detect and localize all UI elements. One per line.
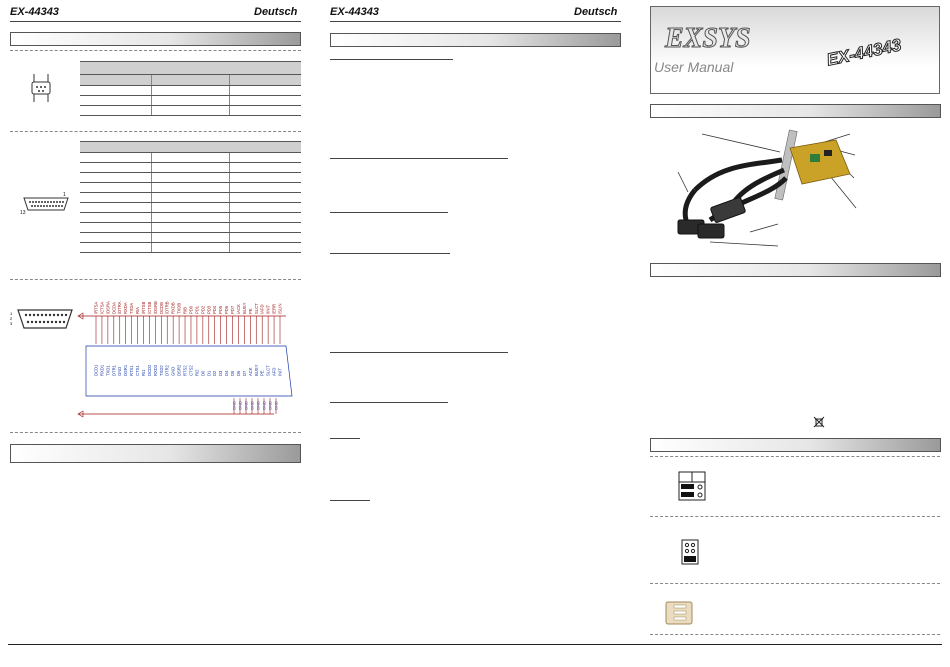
pin-signal-label: RIA <box>135 307 141 314</box>
crossed-bin-icon <box>813 416 825 428</box>
exsys-logo <box>663 13 783 57</box>
footer-rule <box>8 644 942 645</box>
pin-assignment-diagram <box>74 286 302 426</box>
header-language-middle: Deutsch <box>574 6 618 18</box>
pin-signal-label: PE <box>247 308 253 314</box>
pin-signal-label: PD2 <box>200 305 206 314</box>
pin-row-label: D3 <box>218 370 224 376</box>
pin-signal-label: /RTSB <box>140 301 146 314</box>
pin-signal-label: SLCT <box>253 303 259 314</box>
pin-signal-label: PD1 <box>194 305 200 314</box>
subheading-rule <box>330 352 508 353</box>
pin-signal-label: /DSRB <box>152 301 158 314</box>
ground-label: GND <box>243 401 249 410</box>
cover-model: EX-44343 <box>825 35 903 70</box>
db25-connector-large-icon <box>8 306 74 332</box>
pin-table-2 <box>80 141 301 253</box>
pin-side-mark: 2 <box>10 316 13 321</box>
pin-row-label: RTS2 <box>182 365 188 376</box>
pin-row-label: D1 <box>206 370 212 376</box>
pin-side-mark: 1 <box>10 311 13 316</box>
logo-brand-text: EXSYS <box>665 23 751 54</box>
pin-row-label: DSR1 <box>123 364 129 376</box>
ground-label: GND <box>255 401 261 410</box>
section-bar-description <box>650 263 941 277</box>
pin-row-label: RTS1 <box>129 365 135 376</box>
header-model-left: EX-44343 <box>10 6 59 18</box>
pin-row-label: PE <box>259 370 265 376</box>
pin-signal-label: DCDA <box>111 302 117 314</box>
divider <box>10 432 301 433</box>
ground-label: GND <box>231 401 237 410</box>
serial-connector-icon <box>26 70 56 106</box>
pin-row-label: GND <box>170 366 176 376</box>
pin-row-label: GND <box>117 366 123 376</box>
subheading-rule <box>330 402 448 403</box>
pin-row-label: D6 <box>235 370 241 376</box>
pin-side-mark: 3 <box>10 321 13 326</box>
pin-signal-label: TXDB <box>176 302 182 314</box>
pin-signal-label: PD7 <box>230 305 236 314</box>
pin-signal-label: PD3 <box>206 305 212 314</box>
pin-row-label: CTS1 <box>135 365 141 376</box>
pin-signal-label: /DSRA <box>105 301 111 314</box>
divider <box>10 279 301 280</box>
pin-signal-label: /RTSA <box>93 301 99 314</box>
subheading-rule <box>330 59 453 60</box>
subheading-rule <box>330 500 370 501</box>
pin-row-label: DTR2 <box>164 365 170 376</box>
pin-signal-label: /SLIN <box>277 303 283 314</box>
pin-signal-label: /CTSB <box>146 301 152 314</box>
jumper-setting-2-icon <box>680 538 700 566</box>
pin-row-label: RI2 <box>194 369 200 376</box>
header-model-middle: EX-44343 <box>330 6 379 18</box>
pin-signal-label: PD0 <box>188 305 194 314</box>
pin-row-label: RXD1 <box>99 364 105 376</box>
cover-box <box>650 6 940 94</box>
pin-signal-label: DCDB <box>158 302 164 314</box>
section-bar-jumpers <box>650 438 941 452</box>
pin-row-label: D5 <box>230 370 236 376</box>
pin-table-1 <box>80 61 301 116</box>
section-bar-install <box>330 33 621 47</box>
header-rule-middle <box>330 21 621 22</box>
ground-label: GND <box>261 401 267 410</box>
pin-signal-label: /ACK <box>235 304 241 314</box>
subheading-rule <box>330 158 508 159</box>
ground-label: GND <box>273 401 279 410</box>
ground-label: GND <box>249 401 255 410</box>
subheading-rule <box>330 438 360 439</box>
pin-row-label: D4 <box>224 370 230 376</box>
pin-row-label: DCD2 <box>146 364 152 376</box>
section-bar-lower <box>10 444 301 463</box>
pin-signal-label: PD5 <box>218 305 224 314</box>
header-language-left: Deutsch <box>254 6 298 18</box>
pin-row-label: DTR1 <box>111 365 117 376</box>
pin-signal-label: PD6 <box>224 305 230 314</box>
section-bar-overview <box>650 104 941 118</box>
subheading-rule <box>330 253 450 254</box>
power-connector-icon <box>664 600 694 626</box>
pin-signal-label: PD4 <box>212 305 218 314</box>
pin-row-label: INIT <box>277 368 283 376</box>
subheading-rule <box>330 212 448 213</box>
pin-row-label: BUSY <box>253 364 259 376</box>
pin-number-label: 13 <box>20 210 26 216</box>
divider <box>650 634 940 635</box>
card-photo <box>650 120 940 260</box>
pin-signal-label: /DTRB <box>164 301 170 314</box>
pin-number-label: 1 <box>63 192 66 198</box>
pin-row-label: D0 <box>200 370 206 376</box>
ground-label: GND <box>267 401 273 410</box>
pin-signal-label: /INIT <box>265 304 271 314</box>
header-rule-left <box>10 21 301 22</box>
pin-row-label: D2 <box>212 370 218 376</box>
pin-signal-label: /AFD <box>259 304 265 314</box>
pin-row-label: SLCT <box>265 365 271 376</box>
divider <box>650 583 940 584</box>
jumper-setting-1-icon <box>676 470 710 502</box>
divider <box>650 516 940 517</box>
section-bar-connections <box>10 32 301 46</box>
cover-subtitle: User Manual <box>654 59 734 75</box>
pin-signal-label: /CTSA <box>99 301 105 314</box>
pin-signal-label: RIB <box>182 307 188 314</box>
pin-row-label: CTS2 <box>188 365 194 376</box>
divider <box>10 131 301 132</box>
pin-row-label: D7 <box>241 370 247 376</box>
divider <box>10 50 301 51</box>
pin-signal-label: TXDA <box>129 302 135 314</box>
divider <box>650 456 940 457</box>
pin-row-label: ACK <box>247 367 253 376</box>
pin-row-label: RI1 <box>140 369 146 376</box>
pin-signal-label: BUSY <box>241 302 247 314</box>
ground-label: GND <box>237 401 243 410</box>
pin-row-label: AFD <box>271 367 277 376</box>
pin-signal-label: RXDB <box>170 302 176 314</box>
pin-row-label: DCD1 <box>93 364 99 376</box>
pin-row-label: TXD2 <box>158 365 164 376</box>
pin-row-label: RXD2 <box>152 364 158 376</box>
pin-row-label: TXD1 <box>105 365 111 376</box>
pin-signal-label: /ERR <box>271 303 277 314</box>
pin-row-label: DSR2 <box>176 364 182 376</box>
pin-signal-label: RXDA <box>123 302 129 314</box>
pin-signal-label: /DTRA <box>117 301 123 314</box>
